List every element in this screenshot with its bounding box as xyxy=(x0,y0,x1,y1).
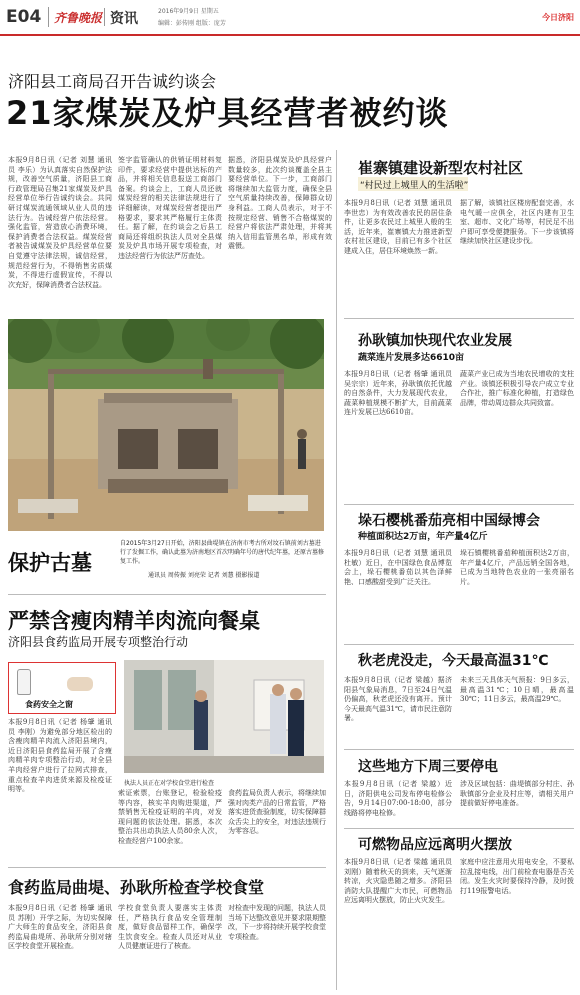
s1-subhead: “村民过上城里人的生活啦” xyxy=(360,181,469,191)
s3-col-1: 本报9月8日讯（记者 刘慧 通讯员 杜敏）近日，在中国绿色食品博览会上，垛石樱桃番茄以其色泽鲜艳、口感酸甜受到广泛关注。 xyxy=(344,549,452,586)
s2-col-1: 本报9月8日讯（记者 杨肇 通讯员 吴宗宗）近年来，孙耿镇依托优越的自然条件，大力发展现代农业，蔬菜种植规模不断扩大，目前蔬菜连片发展已达6610亩。 xyxy=(344,370,452,417)
s2-col-2: 蔬菜产业已成为当地农民增收的支柱产业。该镇还积极引导农户成立专业合作社，推广标准化种植，打造绿色品牌，带动周边群众共同致富。 xyxy=(460,370,574,407)
masthead-rule xyxy=(0,34,580,36)
masthead-divider xyxy=(104,8,105,26)
section-divider xyxy=(344,828,574,829)
paper-name: 齐鲁晚报 xyxy=(54,11,103,25)
page-code: E04 xyxy=(6,7,42,27)
lead-kicker: 济阳县工商局召开告诚约谈会 xyxy=(8,72,217,91)
editors: 编辑：彭传刚 组版：庞芳 xyxy=(158,20,226,27)
lead-col-2: 签字监管确认的供销证明材料复印件，要求经营中提供达标的产品，并将相关信息报送工商部门备案。约谈会上，工商人员还就煤炭经营的相关法律法规进行了详细解读，对煤炭经营者提出严格要求，要求其严格履行主体责任。据了解，在约谈会之后县工商局还将组织执法人员对全县煤炭及炉具市场开展专项检查，对违法经营行为依法严厉查处。 xyxy=(118,156,222,260)
section-divider xyxy=(8,594,326,595)
masthead xyxy=(0,0,580,34)
inspection-photo xyxy=(124,660,324,773)
column-divider xyxy=(336,150,337,990)
mutton-subhead: 济阳县食药监局开展专项整治行动 xyxy=(8,635,189,649)
s1-col-2: 据了解，该镇社区楼房配套完善，水电气暖一应俱全，社区内建有卫生室、超市、文化广场等，村民足不出户即可享受便捷服务。下一步该镇将继续加快社区建设步伐。 xyxy=(460,199,574,246)
s5-col-2: 涉及区域包括：曲堤镇部分村庄、孙耿镇部分企业及村庄等，请相关用户提前做好停电准备。 xyxy=(460,780,574,808)
section-name: 资讯 xyxy=(110,11,138,27)
issue-date: 2016年9月9日 星期五 xyxy=(158,8,219,15)
s4-headline: 秋老虎没走，今天最高温31℃ xyxy=(358,653,549,669)
masthead-divider xyxy=(48,7,49,27)
tomb-headline: 保护古墓 xyxy=(8,551,92,575)
school-col-3: 对检查中发现的问题，执法人员当场下达整改意见并要求限期整改，下一步将持续开展学校食堂专项检查。 xyxy=(228,904,326,941)
mutton-col-3: 食药监局负责人表示，将继续加强对肉类产品的日常监管，严格落实进货查验制度，切实保障群众舌尖上的安全，对违法违规行为零容忍。 xyxy=(228,789,326,836)
people-icon xyxy=(67,677,93,691)
school-col-2: 学校食堂负责人要落实主体责任，严格执行食品安全管理制度，做好食品留样工作，确保学生饮食安全。检查人员还对从业人员健康证进行了核查。 xyxy=(118,904,222,951)
s4-col-1: 本报9月8日讯（记者 梁越）据济阳县气象局消息，7日至24日气温仍偏高，秋老虎还没有离开。预计今天最高气温31℃，请市民注意防暑。 xyxy=(344,676,452,723)
school-headline: 食药监局曲堤、孙耿所检查学校食堂 xyxy=(8,878,265,897)
s2-headline: 孙耿镇加快现代农业发展 xyxy=(358,333,512,349)
mutton-col-1: 本报9月8日讯（记者 杨肇 通讯员 李刚）为避免部分地区检出的含瘦肉精羊肉流入济阳县境内，近日济阳县食药监局开展了含瘦肉精羊肉专项整治行动，对全县羊肉经营户进行了拉网式排查，重点检查羊肉进货来源及检疫证明等。 xyxy=(8,718,112,794)
school-col-1: 本报9月8日讯（记者 杨肇 通讯员 苏刚）开学之际，为切实保障广大师生的食品安全，济阳县食药监局曲堤所、孙耿所分别对辖区学校食堂开展检查。 xyxy=(8,904,112,951)
s6-col-2: 家庭中应注意用火用电安全，不要私拉乱接电线，出门前检查电器是否关闭。发生火灾时要保持冷静，及时拨打119报警电话。 xyxy=(460,858,574,895)
section-divider xyxy=(344,749,574,750)
food-safety-window xyxy=(8,662,116,714)
mutton-headline: 严禁含瘦肉精羊肉流向餐桌 xyxy=(8,609,260,633)
s6-col-1: 本报9月8日讯（记者 梁越 通讯员 刘刚）随着秋天的到来，天气逐渐转凉，火灾隐患随之增多。济阳县消防大队提醒广大市民，可燃物品应远离明火摆放，防止火灾发生。 xyxy=(344,858,452,905)
s3-subhead: 种植面积达2万亩，年产量4亿斤 xyxy=(358,532,488,542)
tomb-credit: 通讯员 周传振 刘亮荣 记者 刘慧 摄影报道 xyxy=(148,572,260,579)
s5-headline: 这些地方下周三要停电 xyxy=(358,759,498,775)
s4-col-2: 未来三天具体天气预报：9日多云，最高温31℃；10日晴，最高温30℃；11日多云，最高温29℃。 xyxy=(460,676,574,704)
s1-headline: 崔寨镇建设新型农村社区 xyxy=(358,159,524,177)
food-safety-window-label: 食药安全之窗 xyxy=(25,700,73,709)
lead-col-1: 本报9月8日讯（记者 刘慧 通讯员 李乐）为认真落实自然保护法规，改善空气质量，济阳县工商行政管理局召集21家煤炭及炉具经营单位举行告诚约谈会。共同研讨煤炭流通领域从业人员的违法行为。告诫经营户依法经营。强化监管，营造放心消费环境，保护消费者合法权益。煤炭经营者被告诚煤炭及炉具经营单位要自觉遵守法律法规，诚信经营，规范经营行为，不得销售劣质煤炭，不得进行虚假宣传，不得以次充好，保障消费者合法权益。 xyxy=(8,156,112,289)
lead-col-3: 据悉，济阳县煤炭及炉具经营户数量较多，此次约谈覆盖全县主要经营单位。下一步，工商部门将继续加大监管力度，确保全县空气质量持续改善，保障群众切身利益。工商人员表示，对于不按规定经营、销售不合格煤炭的经营户将依法严肃处理，并将其纳入信用监管黑名单，形成有效震慑。 xyxy=(228,156,332,251)
s2-subhead: 蔬菜连片发展多达6610亩 xyxy=(358,353,465,363)
inspection-caption: 执法人员正在对学校食堂进行检查 xyxy=(124,780,215,787)
s6-headline: 可燃物品应远离明火摆放 xyxy=(358,837,512,853)
lead-headline: 21家煤炭及炉具经营者被约谈 xyxy=(6,94,449,132)
mutton-col-2: 索证索票，台账登记，检验检疫等内容，核实羊肉购进渠道，严禁销售无检疫证明的羊肉，对发现问题的依法处理。据悉，本次整治共出动执法人员80余人次，检查经营户100余家。 xyxy=(118,789,222,845)
s3-headline: 垛石樱桃番茄亮相中国绿博会 xyxy=(358,513,540,529)
section-divider xyxy=(344,318,574,319)
s3-col-2: 垛石镇樱桃番茄种植面积达2万亩，年产量4亿斤，产品远销全国各地，已成为当地特色农业的一张亮丽名片。 xyxy=(460,549,574,586)
edition-label: 今日济阳 xyxy=(542,13,574,22)
section-divider xyxy=(344,644,574,645)
s5-col-1: 本报9月8日讯（记者 梁越）近日，济阳供电公司发布停电检修公告，9月14日07:00-18:00，部分线路将停电检修。 xyxy=(344,780,452,817)
s1-col-1: 本报9月8日讯（记者 刘慧 通讯员 李世忠）为有效改善农民的居住条件，让更多农民过上城里人般的生活，近年来，崔寨镇大力推进新型农村社区建设，目前已有多个社区建成入住，居住环境焕然一新。 xyxy=(344,199,452,255)
section-divider xyxy=(8,867,326,868)
tomb-caption: 自2015年3月27日开始，济阳县曲堤镇在济南市考古所对坟石镇前刘古墓进行了发掘工作，确认此墓为济南地区首次明确年号的唐代纪年墓，还原古墓修复工作。 xyxy=(120,540,325,565)
section-divider xyxy=(344,504,574,505)
tomb-photo xyxy=(8,319,324,531)
milk-bottle-icon xyxy=(17,669,31,695)
